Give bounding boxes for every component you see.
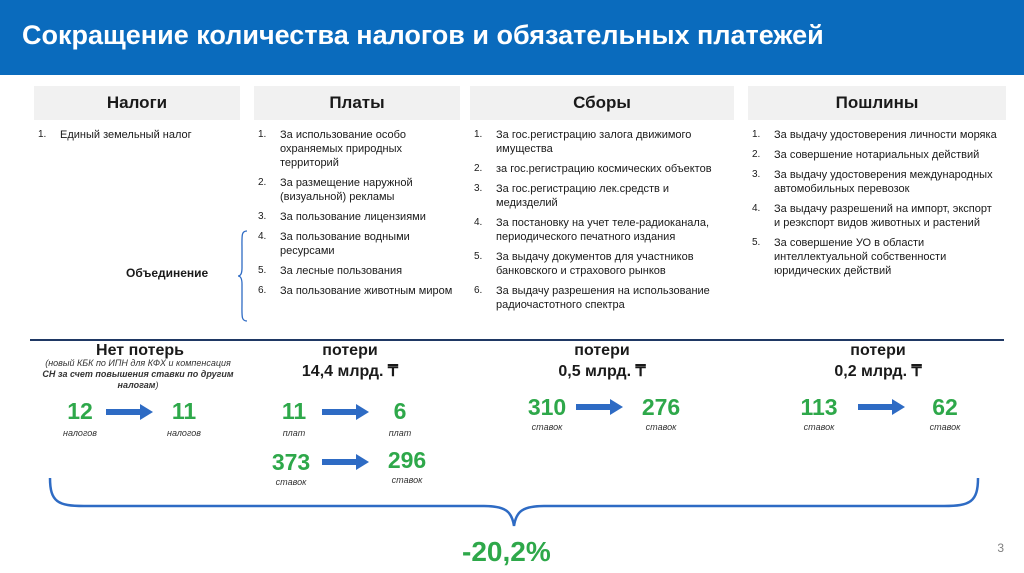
title-bar bbox=[0, 0, 1024, 75]
union-brace bbox=[238, 230, 248, 322]
fees-loss-amount: 14,4 млрд. ₸ bbox=[301, 363, 399, 380]
taxes-to: 11 bbox=[171, 398, 197, 424]
list-item: 6. За пользование животным миром bbox=[258, 285, 453, 297]
taxes-list bbox=[38, 128, 238, 148]
header-taxes: Налоги bbox=[34, 86, 240, 120]
duties-from-unit: ставок bbox=[803, 422, 835, 432]
list-item: 5. За лесные пользования bbox=[258, 265, 403, 277]
fees-rates-from-unit: ставок bbox=[275, 477, 307, 487]
union-label: Объединение bbox=[126, 266, 209, 280]
arrow-right-icon bbox=[576, 398, 624, 416]
fees-count-from: 11 bbox=[281, 398, 307, 424]
arrow-right-icon bbox=[106, 403, 154, 421]
fees-count-from-unit: плат bbox=[282, 428, 306, 438]
list-item: 5. За выдачу документов для участников банковского и страхового рынков bbox=[474, 251, 694, 277]
fees-rates-from: 373 bbox=[271, 449, 311, 475]
list-item: 4. За пользование водными ресурсами bbox=[258, 231, 410, 257]
duties-to: 62 bbox=[932, 394, 958, 420]
collections-to-unit: ставок bbox=[645, 422, 677, 432]
list-item: 4. За выдачу разрешений на импорт, экспорт и реэкспорт видов животных и растений bbox=[752, 203, 992, 229]
collections-from-unit: ставок bbox=[531, 422, 563, 432]
duties-from: 113 bbox=[800, 394, 838, 420]
list-item: 1. За использование особо охраняемых природных территорий bbox=[258, 129, 406, 169]
list-item: 1. Единый земельный налог bbox=[38, 129, 192, 141]
header-collections: Сборы bbox=[470, 86, 734, 120]
summary-brace bbox=[44, 476, 984, 528]
list-item: 6. За выдачу разрешения на использование радиочастотного спектра bbox=[474, 285, 710, 311]
fees-rates-to: 296 bbox=[387, 447, 427, 473]
collections-from: 310 bbox=[527, 394, 567, 420]
taxes-note: (новый КБК по ИПН для КФХ и компенсация СН за счет повышения ставки по другим налогам) bbox=[42, 358, 234, 390]
list-item: 5. За совершение УО в области интеллектуальной собственности юридических действий bbox=[752, 237, 947, 277]
collections-loss-amount: 0,5 млрд. ₸ bbox=[558, 363, 646, 380]
fees-loss-label: потери bbox=[322, 342, 378, 359]
collections-loss bbox=[522, 340, 682, 382]
duties-list bbox=[752, 128, 998, 284]
total-reduction: -20,2% bbox=[462, 536, 551, 567]
list-item: 1. За гос.регистрацию залога движимого имущества bbox=[474, 129, 692, 155]
duties-to-unit: ставок bbox=[929, 422, 961, 432]
collections-list bbox=[474, 128, 730, 318]
header-fees: Платы bbox=[254, 86, 460, 120]
list-item: 3. За пользование лицензиями bbox=[258, 211, 426, 223]
fees-count-to: 6 bbox=[393, 398, 407, 424]
list-item: 1. За выдачу удостоверения личности моряка bbox=[752, 129, 997, 141]
list-item: 2. За размещение наружной (визуальной) рекламы bbox=[258, 177, 413, 203]
collections-to: 276 bbox=[641, 394, 681, 420]
taxes-to-unit: налогов bbox=[167, 428, 201, 438]
list-item: 2. за гос.регистрацию космических объектов bbox=[474, 163, 712, 175]
list-item: 3. За гос.регистрацию лек.средств и медизделий bbox=[474, 183, 670, 209]
fees-count-to-unit: плат bbox=[388, 428, 412, 438]
duties-loss-amount: 0,2 млрд. ₸ bbox=[834, 363, 922, 380]
taxes-from: 12 bbox=[67, 398, 93, 424]
list-item: 2. За совершение нотариальных действий bbox=[752, 149, 980, 161]
list-item: 4. За постановку на учет теле-радиоканала, периодического печатного издания bbox=[474, 217, 710, 243]
collections-loss-label: потери bbox=[574, 342, 630, 359]
slide-title: Сокращение количества налогов и обязательных платежей bbox=[22, 20, 824, 50]
fees-list bbox=[258, 128, 454, 304]
duties-loss-label: потери bbox=[850, 342, 906, 359]
taxes-loss-title: Нет потерь bbox=[96, 342, 184, 359]
arrow-right-icon bbox=[858, 398, 906, 416]
list-item: 3. За выдачу удостоверения международных автомобильных перевозок bbox=[752, 169, 993, 195]
arrow-right-icon bbox=[322, 403, 370, 421]
fees-loss bbox=[270, 340, 430, 382]
page-number: 3 bbox=[997, 541, 1004, 555]
arrow-right-icon bbox=[322, 453, 370, 471]
taxes-from-unit: налогов bbox=[63, 428, 97, 438]
fees-rates-to-unit: ставок bbox=[391, 475, 423, 485]
header-duties: Пошлины bbox=[748, 86, 1006, 120]
duties-loss bbox=[798, 340, 958, 382]
